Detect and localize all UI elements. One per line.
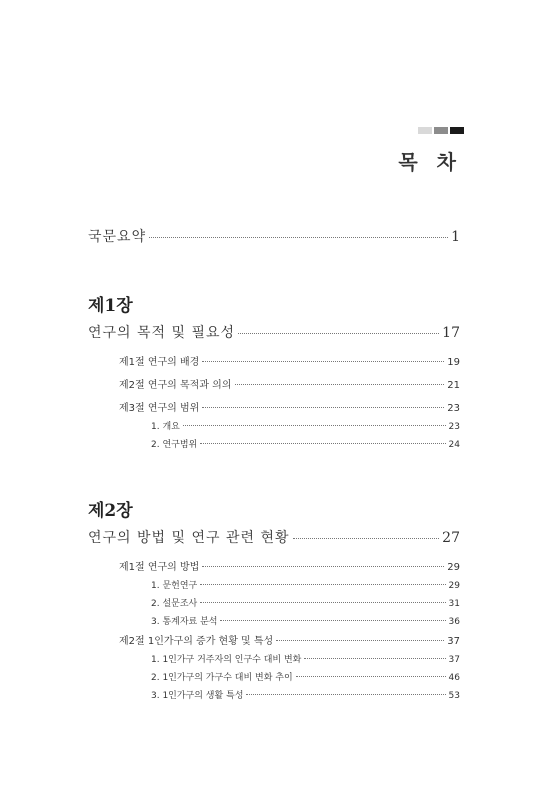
toc-entry-chapter-title[interactable]: [88, 527, 460, 547]
deco-bar-mid: [434, 127, 448, 134]
toc-page-number: 1: [451, 229, 460, 245]
toc-entry-item[interactable]: [151, 419, 460, 432]
toc-entry-chapter-title[interactable]: [88, 322, 460, 342]
toc-label: 1. 문헌연구: [151, 581, 198, 591]
toc-label: 1. 1인가구 거주자의 인구수 대비 변화: [151, 655, 302, 665]
chapter-heading: 제2장: [88, 501, 133, 521]
toc-label: 제3절 연구의 범위: [119, 403, 200, 414]
deco-bar-light: [418, 127, 432, 134]
dot-leader: [202, 361, 444, 362]
toc-page-number: 23: [448, 422, 460, 432]
dot-leader: [276, 640, 444, 641]
toc-label: 3. 통계자료 분석: [151, 617, 218, 627]
toc-label: 국문요약: [88, 229, 147, 245]
toc-page-number: 37: [447, 636, 460, 647]
toc-label: 연구의 방법 및 연구 관련 현황: [88, 530, 290, 546]
dot-leader: [200, 443, 445, 444]
dot-leader: [200, 602, 445, 603]
toc-entry-item[interactable]: [151, 596, 460, 609]
toc-page-number: 27: [442, 530, 460, 546]
dot-leader: [304, 658, 445, 659]
toc-label: 제1절 연구의 배경: [119, 357, 200, 368]
deco-bar-dark: [450, 127, 464, 134]
toc-entry-section[interactable]: [119, 558, 460, 573]
dot-leader: [200, 584, 445, 585]
toc-label: 3. 1인가구의 생활 특성: [151, 691, 244, 701]
toc-entry-item[interactable]: [151, 670, 460, 683]
dot-leader: [149, 237, 448, 238]
toc-entry-section[interactable]: [119, 399, 460, 414]
toc-label: 1. 개요: [151, 422, 180, 432]
toc-entry-section[interactable]: [119, 376, 460, 391]
toc-page-number: 53: [448, 691, 460, 701]
toc-entry-item[interactable]: [151, 437, 460, 450]
toc-page-number: 17: [442, 325, 460, 341]
dot-leader: [246, 694, 445, 695]
dot-leader: [296, 676, 446, 677]
toc-entry-item[interactable]: [151, 614, 460, 627]
toc-page-number: 19: [447, 357, 460, 368]
toc-page-number: 24: [448, 440, 460, 450]
toc-entry-section[interactable]: [119, 632, 460, 647]
dot-leader: [220, 620, 445, 621]
dot-leader: [183, 425, 446, 426]
toc-label: 2. 설문조사: [151, 599, 198, 609]
toc-entry-item[interactable]: [151, 578, 460, 591]
toc-page-number: 37: [448, 655, 460, 665]
toc-entry-item[interactable]: [151, 688, 460, 701]
dot-leader: [235, 384, 445, 385]
toc-page-number: 36: [448, 617, 460, 627]
toc-entry-item[interactable]: [151, 652, 460, 665]
dot-leader: [293, 538, 440, 539]
page-title: 목 차: [398, 150, 462, 174]
toc-label: 연구의 목적 및 필요성: [88, 325, 236, 341]
dot-leader: [202, 566, 444, 567]
toc-label: 2. 1인가구의 가구수 대비 변화 추이: [151, 673, 293, 683]
toc-entry-section[interactable]: [119, 353, 460, 368]
toc-entry-summary[interactable]: [88, 226, 460, 246]
dot-leader: [238, 333, 439, 334]
toc-page-number: 31: [448, 599, 460, 609]
toc-label: 제2절 1인가구의 증가 현황 및 특성: [119, 636, 274, 647]
toc-page-number: 29: [448, 581, 460, 591]
toc-label: 제1절 연구의 방법: [119, 562, 200, 573]
toc-label: 2. 연구범위: [151, 440, 198, 450]
toc-page-number: 21: [447, 380, 460, 391]
chapter-heading: 제1장: [88, 296, 133, 316]
toc-label: 제2절 연구의 목적과 의의: [119, 380, 232, 391]
title-decoration: [418, 127, 464, 134]
dot-leader: [202, 407, 444, 408]
toc-page-number: 23: [447, 403, 460, 414]
toc-page-number: 46: [448, 673, 460, 683]
toc-page-number: 29: [447, 562, 460, 573]
